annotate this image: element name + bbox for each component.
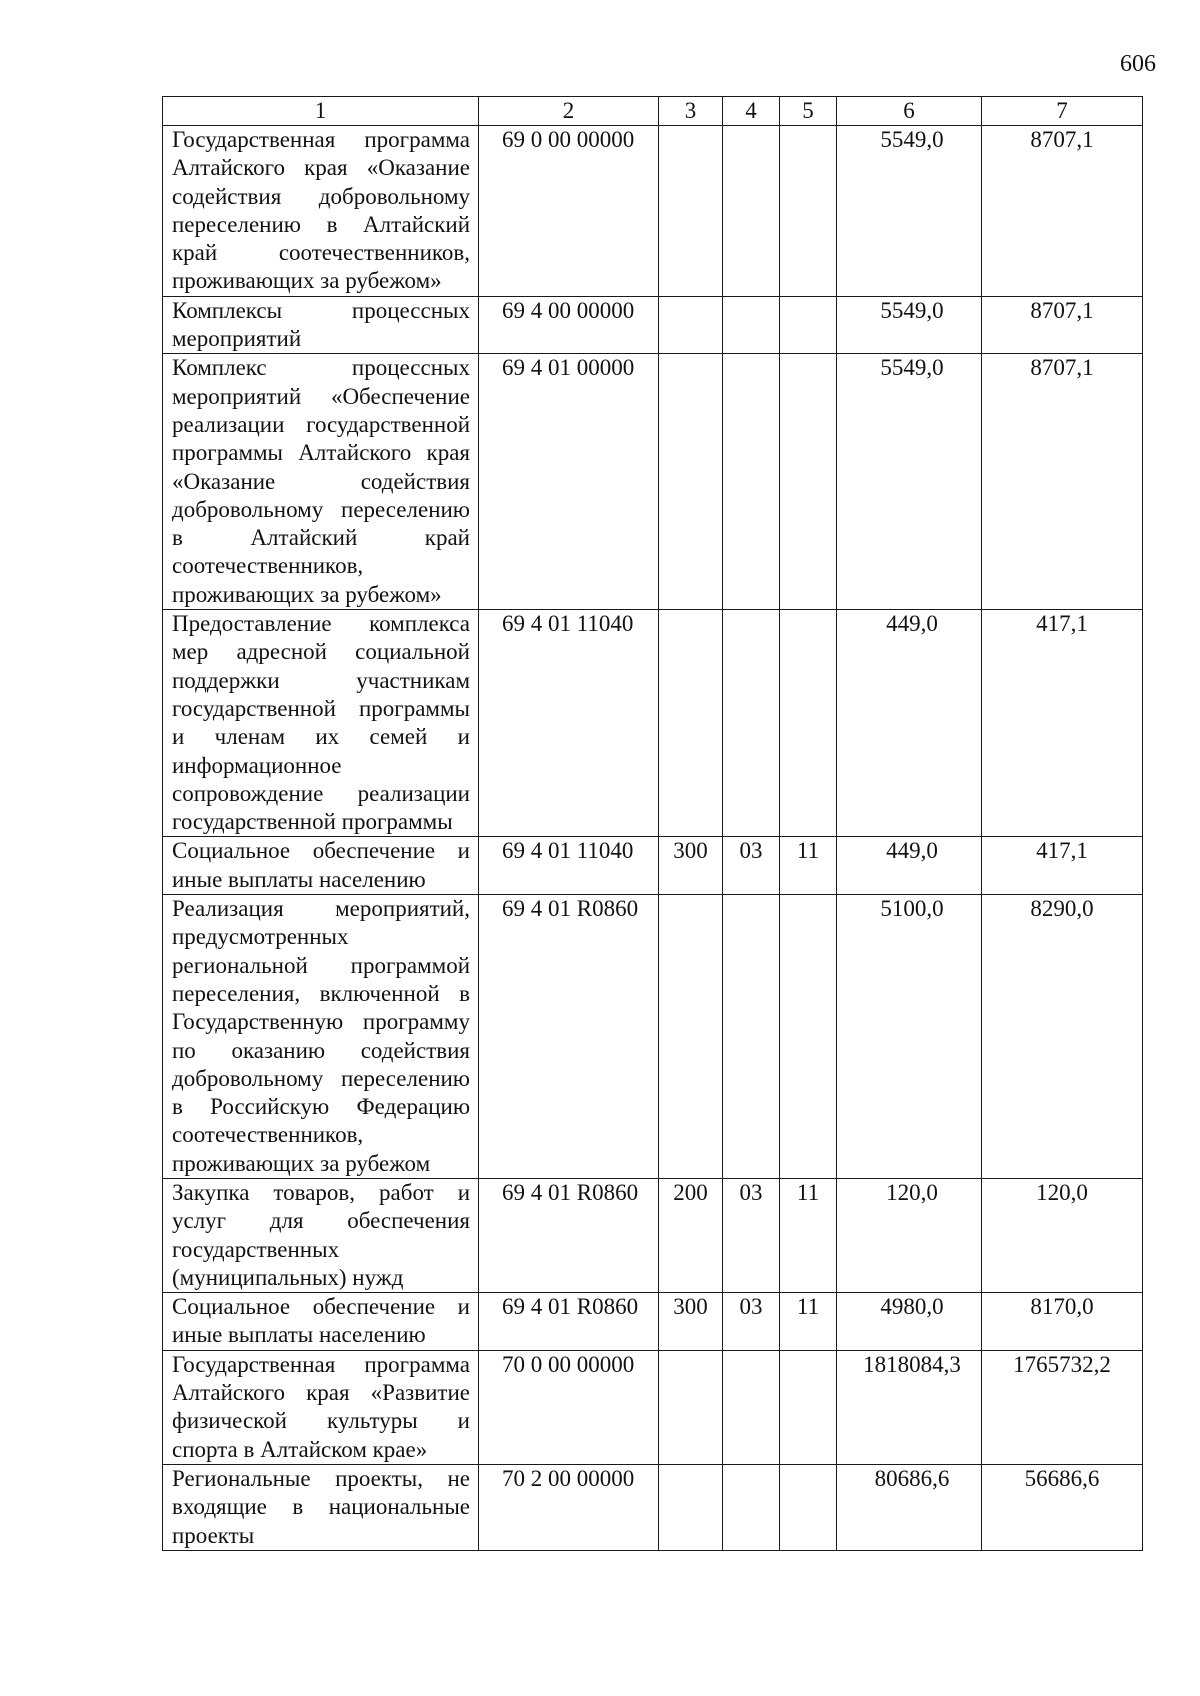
item-name: Комплекс процессных мероприятий «Обеспечение реализации государственной программы Алтайского края «Оказание содействия добровольному переселению в Алтайский край соотечественников, проживающих за рубежом» bbox=[163, 354, 479, 610]
amount-col7: 8170,0 bbox=[982, 1293, 1143, 1351]
amount-col6: 449,0 bbox=[837, 610, 982, 837]
target-article-code: 69 4 01 R0860 bbox=[479, 1178, 659, 1292]
amount-col7: 8707,1 bbox=[982, 354, 1143, 610]
section bbox=[723, 126, 780, 297]
amount-col7: 8290,0 bbox=[982, 895, 1143, 1179]
subsection bbox=[780, 126, 837, 297]
subsection bbox=[780, 895, 837, 1179]
subsection bbox=[780, 1350, 837, 1464]
table-row bbox=[163, 126, 1143, 297]
page-number: 606 bbox=[1120, 51, 1156, 77]
section bbox=[723, 296, 780, 354]
table-row bbox=[163, 354, 1143, 610]
expense-type: 300 bbox=[659, 837, 723, 895]
item-name: Закупка товаров, работ и услуг для обеспечения государственных (муниципальных) нужд bbox=[163, 1178, 479, 1292]
table-row bbox=[163, 1178, 1143, 1292]
amount-col6: 80686,6 bbox=[837, 1464, 982, 1550]
section: 03 bbox=[723, 1293, 780, 1351]
amount-col6: 4980,0 bbox=[837, 1293, 982, 1351]
item-name: Реализация мероприятий, предусмотренных региональной программой переселения, включенной в Государственную программу по оказанию содействия добровольному переселению в Российскую Федерацию соотечественников, проживающих за рубежом bbox=[163, 895, 479, 1179]
section bbox=[723, 895, 780, 1179]
amount-col6: 5549,0 bbox=[837, 354, 982, 610]
item-name: Государственная программа Алтайского края «Развитие физической культуры и спорта в Алтайском крае» bbox=[163, 1350, 479, 1464]
subsection: 11 bbox=[780, 837, 837, 895]
section: 03 bbox=[723, 837, 780, 895]
section bbox=[723, 1464, 780, 1550]
column-header: 3 bbox=[659, 97, 723, 126]
target-article-code: 69 4 01 R0860 bbox=[479, 895, 659, 1179]
target-article-code: 69 0 00 00000 bbox=[479, 126, 659, 297]
table-row bbox=[163, 837, 1143, 895]
amount-col7: 8707,1 bbox=[982, 126, 1143, 297]
target-article-code: 69 4 00 00000 bbox=[479, 296, 659, 354]
expense-type bbox=[659, 1350, 723, 1464]
expense-type bbox=[659, 296, 723, 354]
column-header: 1 bbox=[163, 97, 479, 126]
column-number-row bbox=[163, 97, 1143, 126]
item-name: Региональные проекты, не входящие в национальные проекты bbox=[163, 1464, 479, 1550]
amount-col6: 5100,0 bbox=[837, 895, 982, 1179]
target-article-code: 69 4 01 00000 bbox=[479, 354, 659, 610]
target-article-code: 69 4 01 11040 bbox=[479, 837, 659, 895]
section bbox=[723, 610, 780, 837]
expense-type bbox=[659, 126, 723, 297]
expense-type bbox=[659, 610, 723, 837]
subsection: 11 bbox=[780, 1293, 837, 1351]
amount-col7: 120,0 bbox=[982, 1178, 1143, 1292]
amount-col6: 5549,0 bbox=[837, 126, 982, 297]
table-row bbox=[163, 610, 1143, 837]
subsection bbox=[780, 610, 837, 837]
subsection bbox=[780, 1464, 837, 1550]
table-row bbox=[163, 1464, 1143, 1550]
item-name: Комплексы процессных мероприятий bbox=[163, 296, 479, 354]
table-row bbox=[163, 296, 1143, 354]
amount-col7: 1765732,2 bbox=[982, 1350, 1143, 1464]
column-header: 4 bbox=[723, 97, 780, 126]
amount-col7: 8707,1 bbox=[982, 296, 1143, 354]
item-name: Социальное обеспечение и иные выплаты населению bbox=[163, 837, 479, 895]
amount-col6: 5549,0 bbox=[837, 296, 982, 354]
target-article-code: 69 4 01 R0860 bbox=[479, 1293, 659, 1351]
expense-type bbox=[659, 354, 723, 610]
table-row bbox=[163, 895, 1143, 1179]
subsection bbox=[780, 296, 837, 354]
column-header: 2 bbox=[479, 97, 659, 126]
item-name: Социальное обеспечение и иные выплаты населению bbox=[163, 1293, 479, 1351]
expense-type bbox=[659, 895, 723, 1179]
column-header: 6 bbox=[837, 97, 982, 126]
expense-type: 300 bbox=[659, 1293, 723, 1351]
item-name: Предоставление комплекса мер адресной социальной поддержки участникам государственной программы и членам их семей и информационное сопровождение реализации государственной программы bbox=[163, 610, 479, 837]
amount-col6: 449,0 bbox=[837, 837, 982, 895]
amount-col7: 417,1 bbox=[982, 610, 1143, 837]
amount-col6: 1818084,3 bbox=[837, 1350, 982, 1464]
section bbox=[723, 354, 780, 610]
target-article-code: 70 2 00 00000 bbox=[479, 1464, 659, 1550]
budget-table bbox=[162, 96, 1143, 1551]
amount-col7: 56686,6 bbox=[982, 1464, 1143, 1550]
column-header: 7 bbox=[982, 97, 1143, 126]
table-row bbox=[163, 1350, 1143, 1464]
section: 03 bbox=[723, 1178, 780, 1292]
expense-type: 200 bbox=[659, 1178, 723, 1292]
column-header: 5 bbox=[780, 97, 837, 126]
amount-col7: 417,1 bbox=[982, 837, 1143, 895]
table-row bbox=[163, 1293, 1143, 1351]
amount-col6: 120,0 bbox=[837, 1178, 982, 1292]
subsection: 11 bbox=[780, 1178, 837, 1292]
item-name: Государственная программа Алтайского края «Оказание содействия добровольному переселению в Алтайский край соотечественников, проживающих за рубежом» bbox=[163, 126, 479, 297]
subsection bbox=[780, 354, 837, 610]
target-article-code: 70 0 00 00000 bbox=[479, 1350, 659, 1464]
target-article-code: 69 4 01 11040 bbox=[479, 610, 659, 837]
expense-type bbox=[659, 1464, 723, 1550]
section bbox=[723, 1350, 780, 1464]
